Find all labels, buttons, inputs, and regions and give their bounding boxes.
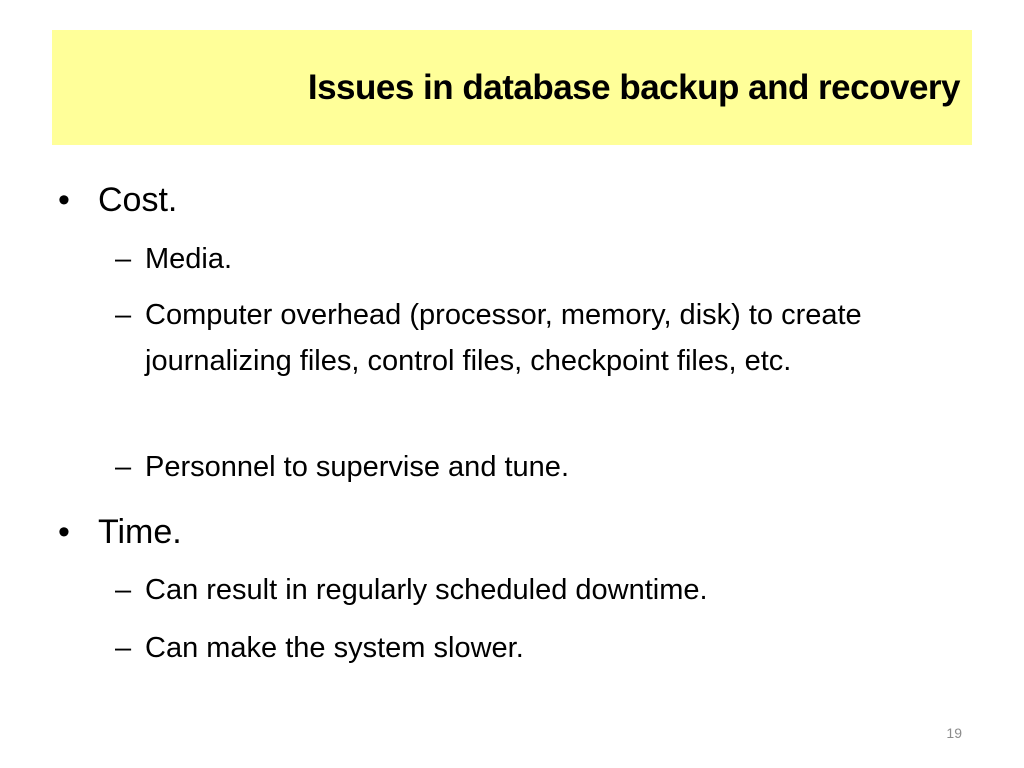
sub-bullet-text: Can result in regularly scheduled downtime. xyxy=(145,574,708,606)
bullet-marker: • xyxy=(58,181,70,219)
dash-marker: – xyxy=(115,243,132,275)
bullet-text: Time. xyxy=(98,513,182,551)
bullet-cost xyxy=(58,180,177,220)
slide-title: Issues in database backup and recovery xyxy=(307,67,960,107)
page-number: 19 xyxy=(946,725,962,741)
sub-bullet-text: Media. xyxy=(145,243,233,275)
dash-marker: – xyxy=(115,632,132,664)
sub-bullet-personnel xyxy=(115,444,945,490)
sub-bullet-text: Can make the system slower. xyxy=(145,632,524,664)
sub-bullet-text: Personnel to supervise and tune. xyxy=(145,451,569,483)
dash-marker: – xyxy=(115,451,132,483)
dash-marker: – xyxy=(115,574,132,606)
bullet-time xyxy=(58,512,182,552)
sub-bullet-media xyxy=(115,236,945,282)
bullet-text: Cost. xyxy=(98,181,178,219)
sub-bullet-slower xyxy=(115,625,945,671)
sub-bullet-downtime xyxy=(115,567,945,613)
sub-bullet-computer-overhead xyxy=(115,292,945,384)
bullet-marker: • xyxy=(58,513,70,551)
dash-marker: – xyxy=(115,299,132,331)
sub-bullet-text: Computer overhead (processor, memory, disk) to create journalizing files, control files, checkpoint files, etc. xyxy=(145,299,862,377)
